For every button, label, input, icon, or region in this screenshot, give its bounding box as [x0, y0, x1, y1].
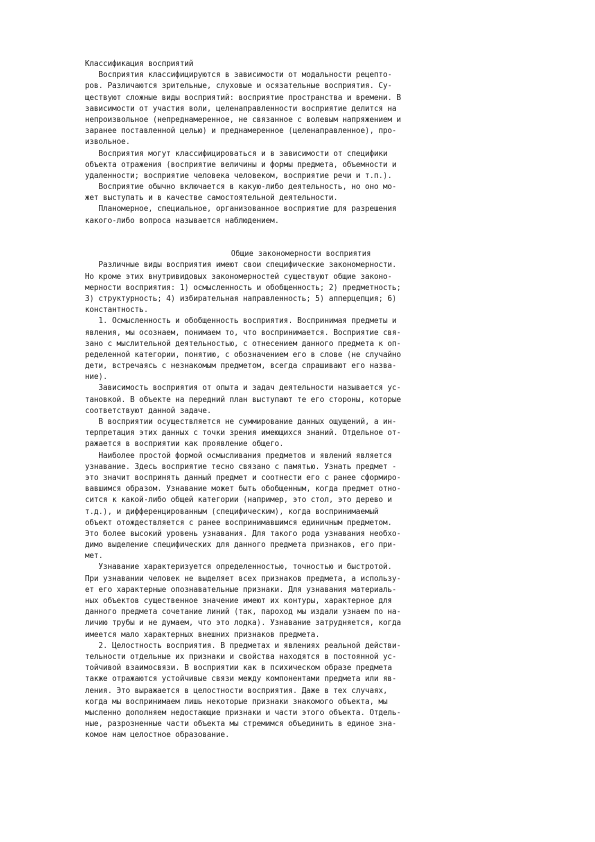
- text-line: Узнавание характеризуется определенностью, точностью и быстротой.: [85, 562, 393, 572]
- paragraph: [85, 69, 517, 147]
- text-line: также отражаются устойчивые связи между компонентами предмета или яв-: [85, 674, 397, 684]
- text-line: Восприятия классифицируются в зависимости от модальности рецепто-: [85, 70, 393, 80]
- text-line: Различные виды восприятия имеют свои специфические закономерности.: [85, 260, 397, 270]
- paragraph: [85, 148, 517, 204]
- text-line: зано с мыслительной деятельностью, с отнесением данного предмета к оп-: [85, 338, 402, 348]
- text-line: вавшимся образом. Узнавание может быть обобщенным, когда предмет отно-: [85, 484, 402, 494]
- text-line: Восприятия могут классифицироваться и в зависимости от специфики: [85, 148, 388, 158]
- text-line: мерности восприятия: 1) осмысленность и обобщенность; 2) предметность;: [85, 282, 402, 292]
- text-line: соответствуют данной задаче.: [85, 405, 212, 415]
- section-general-laws: [85, 259, 517, 740]
- text-line: зависимости от участия воли, целенаправленности восприятие делится на: [85, 103, 397, 113]
- text-line: мет.: [85, 551, 104, 561]
- section-gap: [85, 237, 517, 248]
- text-line: При узнавании человек не выделяет всех признаков предмета, а использу-: [85, 573, 402, 583]
- paragraph: [85, 382, 517, 416]
- section-gap: [85, 226, 517, 237]
- text-line: ные, разрозненные части объекта мы стремимся объединить в единое зна-: [85, 719, 397, 729]
- document-title: Классификация восприятий: [85, 59, 194, 68]
- text-line: тельности отдельные их признаки и свойства находятся в постоянной ус-: [85, 651, 397, 661]
- paragraph: [85, 259, 517, 315]
- text-line: 1. Осмысленность и обобщенность восприятия. Воспринимая предметы и: [85, 316, 397, 326]
- paragraph: [85, 203, 517, 225]
- text-line: ние).: [85, 372, 108, 382]
- text-line: В восприятии осуществляется не суммирование данных ощущений, а ин-: [85, 417, 397, 426]
- text-line: Это более высокий уровень узнавания. Для такого рода узнавания необхо-: [85, 528, 402, 538]
- text-line: 3) структурность; 4) избирательная направленность; 5) апперцепция; 6): [85, 293, 397, 303]
- text-line: ных объектов существенное значение имеют их контуры, характерное для: [85, 596, 393, 605]
- paragraph: [85, 416, 517, 450]
- document-body: [85, 58, 517, 740]
- text-line: явления, мы осознаем, понимаем то, что воспринимается. Восприятие свя-: [85, 327, 402, 337]
- text-line: Наиболее простой формой осмысливания предметов и явлений является: [85, 450, 393, 460]
- text-line: узнавание. Здесь восприятие тесно связано с памятью. Узнать предмет -: [85, 461, 397, 471]
- text-line: удаленности; восприятие человека человеком, восприятие речи и т.п.).: [85, 170, 393, 180]
- text-line: Планомерное, специальное, организованное восприятие для разрешения: [85, 204, 397, 214]
- text-line: имеется мало характерных внешних признаков предмета.: [85, 629, 320, 639]
- text-line: ет его характерные опознавательные признаки. Для узнавания материаль-: [85, 584, 397, 594]
- text-line: мысленно дополняем недостающие признаки и части этого объекта. Отдель-: [85, 707, 402, 717]
- text-line: какого-либо вопроса называется наблюдением.: [85, 215, 280, 225]
- text-line: когда мы воспринимаем лишь некоторые признаки знакомого объекта, мы: [85, 696, 388, 706]
- text-line: данного предмета сочетание линий (так, пароход мы издали узнаем по на-: [85, 607, 402, 617]
- paragraph: [85, 561, 517, 639]
- text-line: жет выступать и в качестве самостоятельной деятельности.: [85, 193, 338, 203]
- text-line: объект отождествляется с ранее воспринимавшимся единичным предметом.: [85, 517, 393, 527]
- text-line: это значит воспринять данный предмет и соотнести его с ранее сформиро-: [85, 472, 402, 482]
- text-line: непроизвольное (непреднамеренное, не связанное с волевым напряжением и: [85, 114, 402, 124]
- paragraph: [85, 450, 517, 562]
- section-title: Общие закономерности восприятия: [231, 249, 371, 259]
- text-line: ражается в восприятии как проявление общего.: [85, 439, 284, 449]
- text-line: личию трубы и не думаем, что это лодка). Узнавание затрудняется, когда: [85, 618, 402, 628]
- text-line: ров. Различаются зрительные, слуховые и осязательные восприятия. Су-: [85, 81, 393, 91]
- text-line: извольное.: [85, 137, 131, 147]
- text-line: дети, встречаясь с незнакомым предметом, всегда спрашивают его назва-: [85, 361, 397, 371]
- text-line: Но кроме этих внутривидовых закономерностей существуют общие законо-: [85, 271, 393, 281]
- text-line: т.д.), и дифференцированным (специфическим), когда воспринимаемый: [85, 506, 379, 516]
- text-line: терпретация этих данных с точки зрения имеющихся знаний. Отдельное от-: [85, 428, 402, 438]
- text-line: ществуют сложные виды восприятий: восприятие пространства и времени. В: [85, 92, 402, 102]
- section-classification: [85, 69, 517, 226]
- text-line: ления. Это выражается в целостности восприятия. Даже в тех случаях,: [85, 685, 388, 695]
- text-line: объекта отражения (восприятие величины и формы предмета, объемности и: [85, 159, 397, 169]
- text-line: сится к какой-либо общей категории (например, это стол, это дерево и: [85, 495, 393, 505]
- text-line: константность.: [85, 305, 149, 315]
- text-line: ределенной категории, понятию, с обозначением его в слове (не случайно: [85, 349, 402, 359]
- paragraph: [85, 315, 517, 382]
- text-line: тановкой. В объекте на передний план выступают те его стороны, которые: [85, 394, 402, 404]
- text-line: 2. Целостность восприятия. В предметах и явлениях реальной действи-: [85, 640, 402, 650]
- text-line: заранее поставленной целью) и преднамеренное (целенаправленное), про-: [85, 126, 397, 136]
- text-line: димо выделение специфических для данного предмета признаков, его при-: [85, 540, 397, 550]
- text-line: Восприятие обычно включается в какую-либо деятельность, но оно мо-: [85, 182, 397, 192]
- text-line: комое нам целостное образование.: [85, 730, 230, 740]
- paragraph: [85, 640, 517, 741]
- text-line: тойчивой взаимосвязи. В восприятии как в психическом образе предмета: [85, 663, 393, 673]
- text-line: Зависимость восприятия от опыта и задач деятельности называется ус-: [85, 383, 402, 393]
